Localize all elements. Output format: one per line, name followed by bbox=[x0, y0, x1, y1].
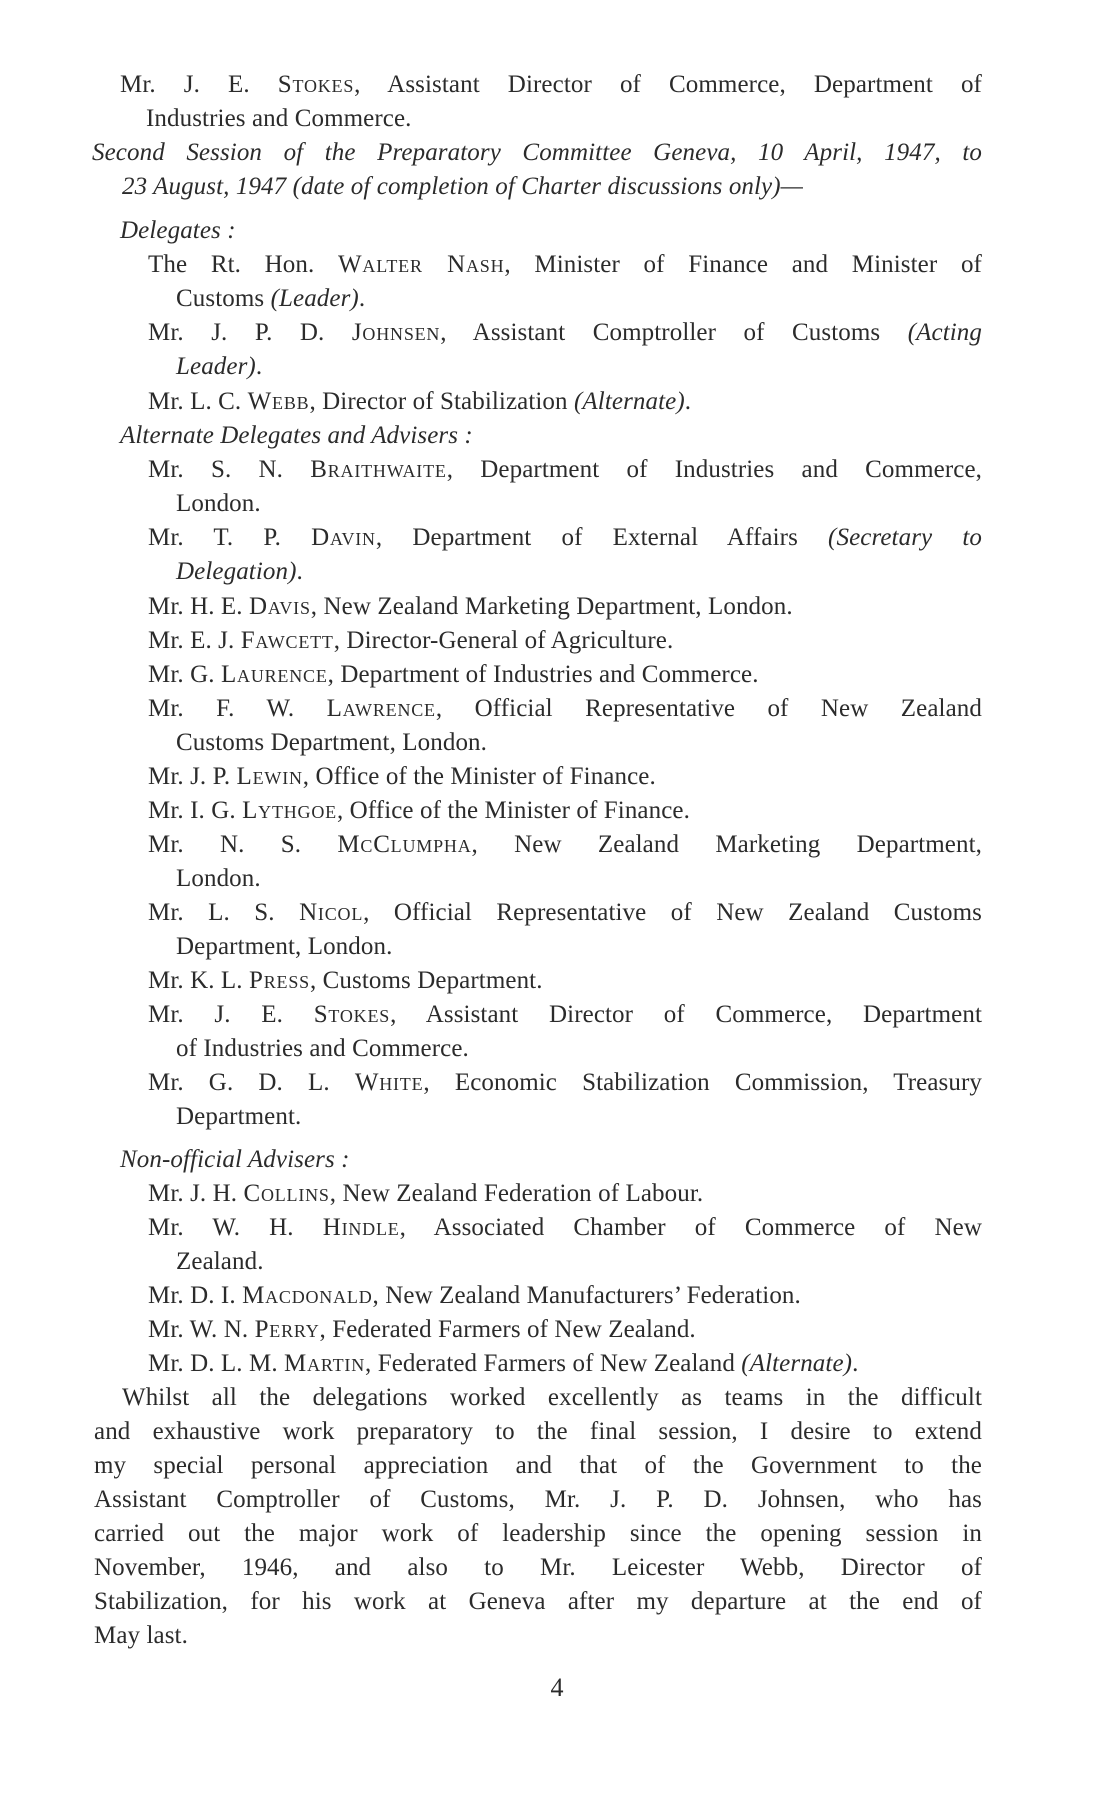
entry-mcclumpha-line2: London. bbox=[176, 865, 261, 892]
entry-description: Industries and Commerce. bbox=[146, 105, 412, 132]
entry-name: Johnsen bbox=[351, 319, 441, 346]
entry-name: McClumpha bbox=[337, 831, 472, 858]
entry-name: Stokes bbox=[277, 71, 355, 98]
entry-name: Davis bbox=[249, 593, 311, 620]
entry-hindle-line2: Zealand. bbox=[176, 1248, 264, 1275]
entry-webb: Mr. L. C. Webb, Director of Stabilization (Alternate). bbox=[148, 388, 692, 415]
entry-name: Lawrence bbox=[326, 695, 436, 722]
entry-collins: Mr. J. H. Collins, New Zealand Federation of Labour. bbox=[148, 1180, 704, 1207]
entry-lythgoe: Mr. I. G. Lythgoe, Office of the Minister of Finance. bbox=[148, 797, 690, 824]
entry-name: Lewin bbox=[236, 763, 303, 790]
alternates-heading: Alternate Delegates and Advisers : bbox=[120, 422, 473, 449]
closing-paragraph-line: and exhaustive work preparatory to the final session, I desire to extend bbox=[94, 1418, 982, 1445]
entry-nash-line1: The Rt. Hon. Walter Nash, Minister of Finance and Minister of bbox=[148, 251, 982, 278]
entry-stokes-first-line2 bbox=[146, 102, 412, 136]
entry-macdonald: Mr. D. I. Macdonald, New Zealand Manufacturers’ Federation. bbox=[148, 1282, 801, 1309]
entry-davis: Mr. H. E. Davis, New Zealand Marketing Department, London. bbox=[148, 593, 793, 620]
nonofficial-heading: Non-official Advisers : bbox=[120, 1146, 350, 1173]
entry-fawcett: Mr. E. J. Fawcett, Director-General of Agriculture. bbox=[148, 627, 674, 654]
closing-paragraph-line: Assistant Comptroller of Customs, Mr. J. P. D. Johnsen, who has bbox=[94, 1486, 982, 1513]
entry-mcclumpha-line1: Mr. N. S. McClumpha, New Zealand Marketing Department, bbox=[148, 831, 982, 858]
entry-davin-line1: Mr. T. P. Davin, Department of External Affairs (Secretary to bbox=[148, 524, 983, 551]
entry-name: Davin bbox=[311, 524, 376, 551]
entry-nicol-line2: Department, London. bbox=[176, 933, 393, 960]
entry-name: Walter Nash bbox=[338, 251, 505, 278]
entry-braithwaite-line1: Mr. S. N. Braithwaite, Department of Industries and Commerce, bbox=[148, 456, 982, 483]
entry-white-line1: Mr. G. D. L. White, Economic Stabilization Commission, Treasury bbox=[148, 1069, 982, 1096]
entry-name: Martin bbox=[284, 1350, 365, 1377]
entry-braithwaite-line2: London. bbox=[176, 490, 261, 517]
entry-press: Mr. K. L. Press, Customs Department. bbox=[148, 967, 543, 994]
entry-stokes-line2: of Industries and Commerce. bbox=[176, 1035, 469, 1062]
entry-description: Assistant Director of Commerce, Department of bbox=[387, 71, 982, 98]
closing-paragraph-line: Stabilization, for his work at Geneva after my departure at the end of bbox=[94, 1588, 982, 1615]
entry-name: Nicol bbox=[299, 899, 364, 926]
entry-name: Lythgoe bbox=[242, 797, 337, 824]
entry-name: Perry bbox=[254, 1316, 320, 1343]
session-heading-line1: Second Session of the Preparatory Committee Geneva, 10 April, 1947, to bbox=[92, 139, 982, 166]
closing-paragraph-line: my special personal appreciation and that of the Government to the bbox=[94, 1452, 982, 1479]
entry-nicol-line1: Mr. L. S. Nicol, Official Representative of New Zealand Customs bbox=[148, 899, 982, 926]
entry-name: Webb bbox=[247, 388, 310, 415]
entry-lawrence-line2: Customs Department, London. bbox=[176, 729, 488, 756]
entry-name: Stokes bbox=[313, 1001, 391, 1028]
entry-name: Laurence bbox=[220, 661, 328, 688]
session-heading-line2: 23 August, 1947 (date of completion of Charter discussions only)— bbox=[122, 173, 804, 200]
entry-davin-line2: Delegation). bbox=[176, 558, 303, 585]
entry-stokes-first-line1 bbox=[120, 68, 982, 102]
closing-paragraph-line: May last. bbox=[94, 1622, 188, 1649]
entry-name: Collins bbox=[243, 1180, 330, 1207]
entry-johnsen-line2: Leader). bbox=[176, 353, 263, 380]
closing-paragraph-line: Whilst all the delegations worked excellently as teams in the difficult bbox=[122, 1384, 982, 1411]
entry-title: Mr. J. E. bbox=[120, 71, 250, 98]
entry-name: Macdonald bbox=[242, 1282, 373, 1309]
entry-stokes-line1: Mr. J. E. Stokes, Assistant Director of Commerce, Department bbox=[148, 1001, 982, 1028]
entry-nash-line2: Customs (Leader). bbox=[176, 285, 366, 312]
entry-white-line2: Department. bbox=[176, 1103, 302, 1130]
entry-name: Hindle bbox=[322, 1214, 400, 1241]
entry-martin: Mr. D. L. M. Martin, Federated Farmers of New Zealand (Alternate). bbox=[148, 1350, 859, 1377]
entry-laurence: Mr. G. Laurence, Department of Industries and Commerce. bbox=[148, 661, 759, 688]
page-number: 4 bbox=[550, 1673, 564, 1702]
entry-lawrence-line1: Mr. F. W. Lawrence, Official Representative of New Zealand bbox=[148, 695, 983, 722]
entry-name: Press bbox=[249, 967, 310, 994]
entry-name: Braithwaite bbox=[310, 456, 447, 483]
entry-hindle-line1: Mr. W. H. Hindle, Associated Chamber of Commerce of New bbox=[148, 1214, 982, 1241]
entry-name: White bbox=[354, 1069, 424, 1096]
entry-lewin: Mr. J. P. Lewin, Office of the Minister of Finance. bbox=[148, 763, 656, 790]
closing-paragraph-line: November, 1946, and also to Mr. Leicester Webb, Director of bbox=[94, 1554, 982, 1581]
entry-perry: Mr. W. N. Perry, Federated Farmers of New Zealand. bbox=[148, 1316, 696, 1343]
entry-separator: , bbox=[354, 71, 361, 98]
entry-johnsen-line1: Mr. J. P. D. Johnsen, Assistant Comptroller of Customs (Acting bbox=[148, 319, 982, 346]
closing-paragraph-line: carried out the major work of leadership since the opening session in bbox=[94, 1520, 982, 1547]
entry-name: Fawcett bbox=[240, 627, 334, 654]
delegates-heading: Delegates : bbox=[120, 217, 236, 244]
